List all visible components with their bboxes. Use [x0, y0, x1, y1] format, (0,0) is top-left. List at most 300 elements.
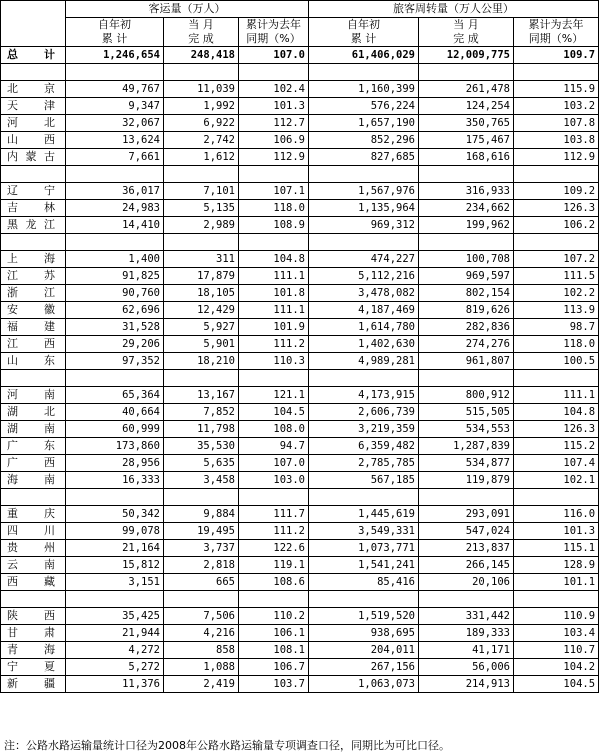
value-cell: 1,073,771 [309, 540, 419, 557]
value-cell: 85,416 [309, 574, 419, 591]
value-cell: 266,145 [419, 557, 514, 574]
value-cell: 94.7 [239, 438, 309, 455]
spacer-cell [1, 166, 66, 183]
table-row [1, 608, 599, 625]
value-cell: 5,112,216 [309, 268, 419, 285]
spacer-cell [419, 489, 514, 506]
value-cell: 213,837 [419, 540, 514, 557]
value-cell: 103.7 [239, 676, 309, 693]
value-cell: 13,167 [164, 387, 239, 404]
spacer-cell [66, 591, 164, 608]
value-cell: 6,359,482 [309, 438, 419, 455]
value-cell: 234,662 [419, 200, 514, 217]
group-spacer-row [1, 64, 599, 81]
spacer-cell [1, 489, 66, 506]
spacer-cell [309, 591, 419, 608]
value-cell: 111.5 [514, 268, 599, 285]
col-header-month: 当 月 完 成 [419, 18, 514, 47]
value-cell: 112.7 [239, 115, 309, 132]
value-cell: 515,505 [419, 404, 514, 421]
spacer-cell [239, 591, 309, 608]
spacer-cell [164, 64, 239, 81]
value-cell: 103.8 [514, 132, 599, 149]
value-cell: 116.0 [514, 506, 599, 523]
province-name: 北京 [1, 81, 66, 98]
header-corner-cell [1, 1, 66, 47]
table-row [1, 506, 599, 523]
value-cell: 827,685 [309, 149, 419, 166]
group-header-passenger-turnover: 旅客周转量（万人公里） [309, 1, 599, 18]
spacer-cell [1, 234, 66, 251]
value-cell: 115.9 [514, 81, 599, 98]
table-row [1, 149, 599, 166]
spacer-cell [239, 370, 309, 387]
spacer-cell [514, 166, 599, 183]
table-row [1, 285, 599, 302]
value-cell: 110.9 [514, 608, 599, 625]
value-cell: 665 [164, 574, 239, 591]
spacer-cell [164, 166, 239, 183]
value-cell: 3,478,082 [309, 285, 419, 302]
value-cell: 122.6 [239, 540, 309, 557]
value-cell: 15,812 [66, 557, 164, 574]
total-value: 12,009,775 [419, 47, 514, 64]
value-cell: 91,825 [66, 268, 164, 285]
col-header-ytd: 自年初 累 计 [66, 18, 164, 47]
footnote: 注：公路水路运输量统计口径为2008年公路水路运输量专项调查口径，同期比为可比口径。 [4, 739, 450, 752]
value-cell: 1,445,619 [309, 506, 419, 523]
col-header-ytd: 自年初 累 计 [309, 18, 419, 47]
group-header-passenger-volume: 客运量（万人） [66, 1, 309, 18]
value-cell: 802,154 [419, 285, 514, 302]
table-row [1, 421, 599, 438]
value-cell: 104.8 [514, 404, 599, 421]
table-row [1, 540, 599, 557]
province-name: 青海 [1, 642, 66, 659]
table-row [1, 523, 599, 540]
table-row [1, 353, 599, 370]
value-cell: 267,156 [309, 659, 419, 676]
value-cell: 101.3 [514, 523, 599, 540]
value-cell: 5,135 [164, 200, 239, 217]
value-cell: 5,272 [66, 659, 164, 676]
value-cell: 547,024 [419, 523, 514, 540]
province-name: 重庆 [1, 506, 66, 523]
value-cell: 111.1 [239, 268, 309, 285]
value-cell: 5,901 [164, 336, 239, 353]
spacer-cell [309, 370, 419, 387]
value-cell: 20,106 [419, 574, 514, 591]
value-cell: 214,913 [419, 676, 514, 693]
value-cell: 274,276 [419, 336, 514, 353]
total-value: 109.7 [514, 47, 599, 64]
value-cell: 261,478 [419, 81, 514, 98]
table-row [1, 302, 599, 319]
value-cell: 108.6 [239, 574, 309, 591]
table-row [1, 132, 599, 149]
value-cell: 31,528 [66, 319, 164, 336]
province-name: 安徽 [1, 302, 66, 319]
value-cell: 111.1 [239, 302, 309, 319]
spacer-cell [239, 166, 309, 183]
province-name: 西藏 [1, 574, 66, 591]
spacer-cell [239, 64, 309, 81]
value-cell: 107.2 [514, 251, 599, 268]
table-row [1, 251, 599, 268]
value-cell: 97,352 [66, 353, 164, 370]
total-value: 107.0 [239, 47, 309, 64]
table-row [1, 319, 599, 336]
value-cell: 107.8 [514, 115, 599, 132]
province-name: 河北 [1, 115, 66, 132]
value-cell: 111.2 [239, 336, 309, 353]
province-name: 广西 [1, 455, 66, 472]
spacer-cell [419, 370, 514, 387]
value-cell: 106.7 [239, 659, 309, 676]
spacer-cell [164, 489, 239, 506]
value-cell: 112.9 [514, 149, 599, 166]
spacer-cell [419, 166, 514, 183]
value-cell: 13,624 [66, 132, 164, 149]
value-cell: 101.8 [239, 285, 309, 302]
table-row [1, 642, 599, 659]
value-cell: 110.7 [514, 642, 599, 659]
spacer-cell [66, 370, 164, 387]
value-cell: 173,860 [66, 438, 164, 455]
value-cell: 800,912 [419, 387, 514, 404]
table-row [1, 676, 599, 693]
value-cell: 21,944 [66, 625, 164, 642]
value-cell: 118.0 [239, 200, 309, 217]
value-cell: 56,006 [419, 659, 514, 676]
spacer-cell [514, 64, 599, 81]
value-cell: 18,105 [164, 285, 239, 302]
table-row [1, 217, 599, 234]
province-name: 吉林 [1, 200, 66, 217]
value-cell: 90,760 [66, 285, 164, 302]
value-cell: 1,519,520 [309, 608, 419, 625]
value-cell: 2,742 [164, 132, 239, 149]
value-cell: 6,922 [164, 115, 239, 132]
value-cell: 938,695 [309, 625, 419, 642]
value-cell: 104.5 [514, 676, 599, 693]
value-cell: 858 [164, 642, 239, 659]
value-cell: 4,187,469 [309, 302, 419, 319]
value-cell: 474,227 [309, 251, 419, 268]
spacer-cell [66, 166, 164, 183]
value-cell: 32,067 [66, 115, 164, 132]
value-cell: 534,877 [419, 455, 514, 472]
value-cell: 60,999 [66, 421, 164, 438]
table-row [1, 115, 599, 132]
value-cell: 106.9 [239, 132, 309, 149]
value-cell: 108.1 [239, 642, 309, 659]
table-row [1, 574, 599, 591]
value-cell: 102.2 [514, 285, 599, 302]
value-cell: 1,541,241 [309, 557, 419, 574]
table-row [1, 472, 599, 489]
value-cell: 99,078 [66, 523, 164, 540]
value-cell: 35,425 [66, 608, 164, 625]
value-cell: 113.9 [514, 302, 599, 319]
value-cell: 102.4 [239, 81, 309, 98]
spacer-cell [309, 489, 419, 506]
value-cell: 3,549,331 [309, 523, 419, 540]
table-row [1, 557, 599, 574]
value-cell: 1,160,399 [309, 81, 419, 98]
value-cell: 109.2 [514, 183, 599, 200]
value-cell: 7,852 [164, 404, 239, 421]
spacer-cell [66, 489, 164, 506]
value-cell: 100,708 [419, 251, 514, 268]
group-spacer-row [1, 166, 599, 183]
value-cell: 1,400 [66, 251, 164, 268]
value-cell: 111.7 [239, 506, 309, 523]
value-cell: 128.9 [514, 557, 599, 574]
header-row-2 [1, 18, 599, 47]
spacer-cell [514, 234, 599, 251]
province-name: 湖北 [1, 404, 66, 421]
value-cell: 2,606,739 [309, 404, 419, 421]
value-cell: 19,495 [164, 523, 239, 540]
value-cell: 3,219,359 [309, 421, 419, 438]
value-cell: 62,696 [66, 302, 164, 319]
table-row [1, 336, 599, 353]
spacer-cell [239, 489, 309, 506]
value-cell: 1,567,976 [309, 183, 419, 200]
value-cell: 2,818 [164, 557, 239, 574]
value-cell: 1,657,190 [309, 115, 419, 132]
spacer-cell [1, 370, 66, 387]
province-name: 宁夏 [1, 659, 66, 676]
table-row [1, 98, 599, 115]
province-name: 陕西 [1, 608, 66, 625]
spacer-cell [66, 234, 164, 251]
value-cell: 1,402,630 [309, 336, 419, 353]
value-cell: 29,206 [66, 336, 164, 353]
spacer-cell [66, 64, 164, 81]
value-cell: 126.3 [514, 200, 599, 217]
value-cell: 2,419 [164, 676, 239, 693]
total-label: 总 计 [1, 47, 66, 64]
value-cell: 106.2 [514, 217, 599, 234]
value-cell: 534,553 [419, 421, 514, 438]
value-cell: 350,765 [419, 115, 514, 132]
province-name: 江西 [1, 336, 66, 353]
value-cell: 18,210 [164, 353, 239, 370]
province-name: 山西 [1, 132, 66, 149]
value-cell: 9,347 [66, 98, 164, 115]
value-cell: 3,151 [66, 574, 164, 591]
value-cell: 108.0 [239, 421, 309, 438]
value-cell: 969,597 [419, 268, 514, 285]
province-name: 山东 [1, 353, 66, 370]
value-cell: 101.9 [239, 319, 309, 336]
value-cell: 17,879 [164, 268, 239, 285]
spacer-cell [514, 489, 599, 506]
value-cell: 35,530 [164, 438, 239, 455]
value-cell: 1,614,780 [309, 319, 419, 336]
value-cell: 11,039 [164, 81, 239, 98]
spacer-cell [164, 234, 239, 251]
value-cell: 3,737 [164, 540, 239, 557]
province-name: 贵州 [1, 540, 66, 557]
value-cell: 293,091 [419, 506, 514, 523]
value-cell: 175,467 [419, 132, 514, 149]
province-name: 天津 [1, 98, 66, 115]
value-cell: 102.1 [514, 472, 599, 489]
value-cell: 1,287,839 [419, 438, 514, 455]
table-row [1, 81, 599, 98]
value-cell: 7,506 [164, 608, 239, 625]
value-cell: 36,017 [66, 183, 164, 200]
value-cell: 1,063,073 [309, 676, 419, 693]
value-cell: 1,088 [164, 659, 239, 676]
value-cell: 111.2 [239, 523, 309, 540]
table-row [1, 268, 599, 285]
value-cell: 1,612 [164, 149, 239, 166]
province-name: 福建 [1, 319, 66, 336]
province-name: 甘肃 [1, 625, 66, 642]
value-cell: 311 [164, 251, 239, 268]
value-cell: 104.5 [239, 404, 309, 421]
value-cell: 9,884 [164, 506, 239, 523]
province-name: 海南 [1, 472, 66, 489]
table-row [1, 404, 599, 421]
value-cell: 189,333 [419, 625, 514, 642]
spacer-cell [164, 591, 239, 608]
value-cell: 103.2 [514, 98, 599, 115]
value-cell: 5,635 [164, 455, 239, 472]
spacer-cell [514, 370, 599, 387]
province-name: 四川 [1, 523, 66, 540]
province-name: 湖南 [1, 421, 66, 438]
value-cell: 111.1 [514, 387, 599, 404]
total-value: 61,406,029 [309, 47, 419, 64]
spacer-cell [419, 234, 514, 251]
value-cell: 852,296 [309, 132, 419, 149]
spacer-cell [164, 370, 239, 387]
spacer-cell [514, 591, 599, 608]
value-cell: 118.0 [514, 336, 599, 353]
group-spacer-row [1, 234, 599, 251]
table-row [1, 625, 599, 642]
value-cell: 969,312 [309, 217, 419, 234]
value-cell: 4,216 [164, 625, 239, 642]
group-spacer-row [1, 489, 599, 506]
value-cell: 40,664 [66, 404, 164, 421]
table-row [1, 659, 599, 676]
value-cell: 204,011 [309, 642, 419, 659]
value-cell: 41,171 [419, 642, 514, 659]
value-cell: 115.1 [514, 540, 599, 557]
value-cell: 28,956 [66, 455, 164, 472]
value-cell: 316,933 [419, 183, 514, 200]
value-cell: 104.2 [514, 659, 599, 676]
col-header-month: 当 月 完 成 [164, 18, 239, 47]
table-row [1, 183, 599, 200]
group-spacer-row [1, 370, 599, 387]
value-cell: 2,785,785 [309, 455, 419, 472]
value-cell: 1,135,964 [309, 200, 419, 217]
value-cell: 107.1 [239, 183, 309, 200]
value-cell: 65,364 [66, 387, 164, 404]
value-cell: 49,767 [66, 81, 164, 98]
province-name: 黑龙江 [1, 217, 66, 234]
province-name: 江苏 [1, 268, 66, 285]
total-value: 248,418 [164, 47, 239, 64]
province-name: 新疆 [1, 676, 66, 693]
province-name: 云南 [1, 557, 66, 574]
value-cell: 819,626 [419, 302, 514, 319]
spacer-cell [1, 64, 66, 81]
spacer-cell [309, 234, 419, 251]
value-cell: 126.3 [514, 421, 599, 438]
value-cell: 21,164 [66, 540, 164, 557]
province-name: 内蒙古 [1, 149, 66, 166]
spacer-cell [239, 234, 309, 251]
spacer-cell [309, 166, 419, 183]
table-row [1, 387, 599, 404]
value-cell: 110.2 [239, 608, 309, 625]
value-cell: 108.9 [239, 217, 309, 234]
value-cell: 14,410 [66, 217, 164, 234]
group-spacer-row [1, 591, 599, 608]
value-cell: 124,254 [419, 98, 514, 115]
value-cell: 7,101 [164, 183, 239, 200]
value-cell: 282,836 [419, 319, 514, 336]
province-name: 河南 [1, 387, 66, 404]
value-cell: 103.4 [514, 625, 599, 642]
value-cell: 1,992 [164, 98, 239, 115]
value-cell: 106.1 [239, 625, 309, 642]
value-cell: 16,333 [66, 472, 164, 489]
province-name: 广东 [1, 438, 66, 455]
value-cell: 100.5 [514, 353, 599, 370]
value-cell: 104.8 [239, 251, 309, 268]
value-cell: 110.3 [239, 353, 309, 370]
value-cell: 4,173,915 [309, 387, 419, 404]
value-cell: 101.3 [239, 98, 309, 115]
value-cell: 103.0 [239, 472, 309, 489]
value-cell: 3,458 [164, 472, 239, 489]
value-cell: 576,224 [309, 98, 419, 115]
col-header-yoy: 累计为去年 同期（%） [239, 18, 309, 47]
value-cell: 331,442 [419, 608, 514, 625]
value-cell: 4,989,281 [309, 353, 419, 370]
value-cell: 119.1 [239, 557, 309, 574]
province-name: 辽宁 [1, 183, 66, 200]
spacer-cell [309, 64, 419, 81]
col-header-yoy: 累计为去年 同期（%） [514, 18, 599, 47]
value-cell: 7,661 [66, 149, 164, 166]
value-cell: 107.0 [239, 455, 309, 472]
value-cell: 567,185 [309, 472, 419, 489]
value-cell: 4,272 [66, 642, 164, 659]
total-row [1, 47, 599, 64]
spacer-cell [1, 591, 66, 608]
table-row [1, 200, 599, 217]
value-cell: 101.1 [514, 574, 599, 591]
value-cell: 24,983 [66, 200, 164, 217]
value-cell: 50,342 [66, 506, 164, 523]
value-cell: 112.9 [239, 149, 309, 166]
spacer-cell [419, 591, 514, 608]
spacer-cell [419, 64, 514, 81]
value-cell: 199,962 [419, 217, 514, 234]
value-cell: 12,429 [164, 302, 239, 319]
value-cell: 119,879 [419, 472, 514, 489]
